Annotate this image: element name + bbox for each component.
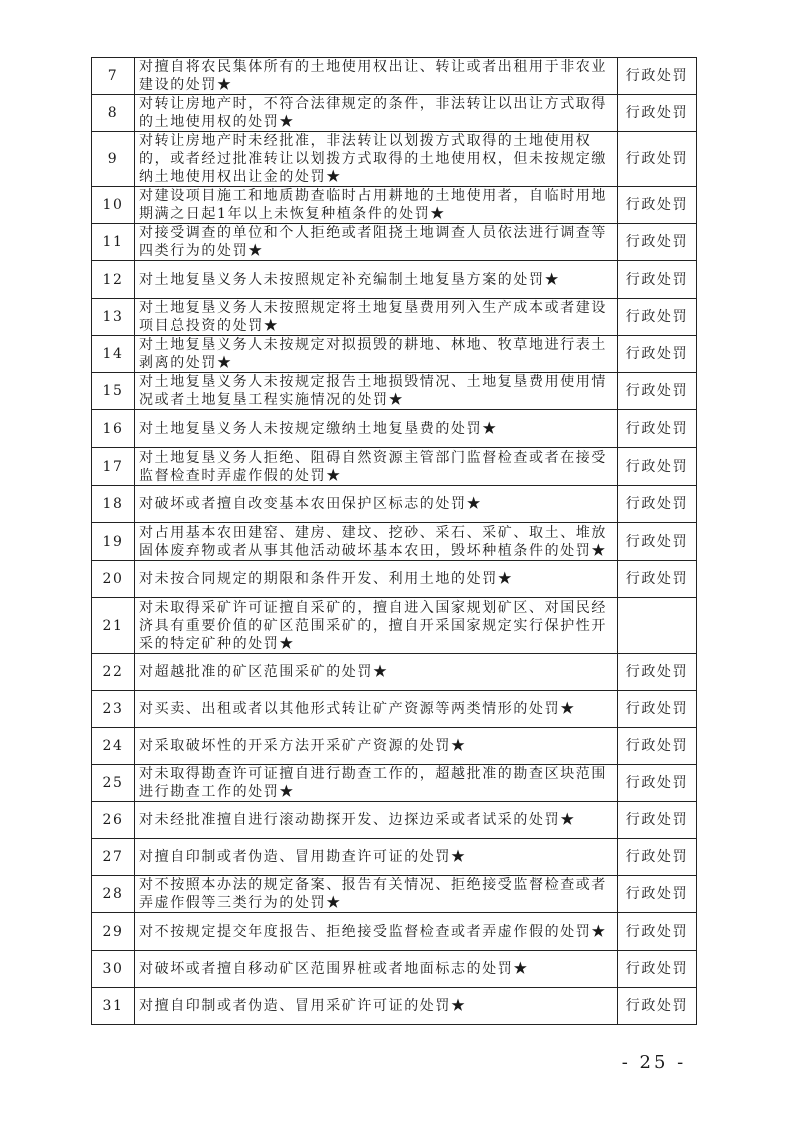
row-number: 12 xyxy=(92,261,135,299)
table-row xyxy=(92,523,697,561)
row-item-text: 对转让房地产时，不符合法律规定的条件，非法转让以出让方式取得的土地使用权的处罚★ xyxy=(135,95,618,132)
row-number: 21 xyxy=(92,598,135,654)
row-category: 行政处罚 xyxy=(618,187,697,224)
row-item-text: 对土地复垦义务人拒绝、阻碍自然资源主管部门监督检查或者在接受监督检查时弄虚作假的处罚★ xyxy=(135,448,618,486)
row-number: 7 xyxy=(92,58,135,95)
row-number: 13 xyxy=(92,299,135,336)
row-category: 行政处罚 xyxy=(618,373,697,410)
row-item-text: 对超越批准的矿区范围采矿的处罚★ xyxy=(135,654,618,691)
table-row xyxy=(92,654,697,691)
penalty-list-table xyxy=(91,57,697,1025)
row-item-text: 对未按合同规定的期限和条件开发、利用土地的处罚★ xyxy=(135,561,618,598)
table-row xyxy=(92,373,697,410)
row-item-text: 对未取得采矿许可证擅自采矿的，擅自进入国家规划矿区、对国民经济具有重要价值的矿区范围采矿的，擅自开采国家规定实行保护性开采的特定矿种的处罚★ xyxy=(135,598,618,654)
table-row xyxy=(92,728,697,765)
page-number: - 25 - xyxy=(621,1052,687,1073)
row-item-text: 对不按规定提交年度报告、拒绝接受监督检查或者弄虚作假的处罚★ xyxy=(135,913,618,951)
row-number: 26 xyxy=(92,802,135,839)
row-item-text: 对擅自印制或者伪造、冒用采矿许可证的处罚★ xyxy=(135,988,618,1025)
row-category: 行政处罚 xyxy=(618,876,697,913)
row-number: 9 xyxy=(92,132,135,187)
table-row xyxy=(92,876,697,913)
row-item-text: 对擅自将农民集体所有的土地使用权出让、转让或者出租用于非农业建设的处罚★ xyxy=(135,58,618,95)
row-category: 行政处罚 xyxy=(618,523,697,561)
table-row xyxy=(92,187,697,224)
row-category: 行政处罚 xyxy=(618,765,697,802)
row-number: 31 xyxy=(92,988,135,1025)
row-item-text: 对不按照本办法的规定备案、报告有关情况、拒绝接受监督检查或者弄虚作假等三类行为的处罚★ xyxy=(135,876,618,913)
row-category: 行政处罚 xyxy=(618,839,697,876)
row-category: 行政处罚 xyxy=(618,913,697,951)
row-item-text: 对土地复垦义务人未按规定对拟损毁的耕地、林地、牧草地进行表土剥离的处罚★ xyxy=(135,336,618,373)
row-category: 行政处罚 xyxy=(618,336,697,373)
row-number: 11 xyxy=(92,224,135,261)
row-item-text: 对破坏或者擅自移动矿区范围界桩或者地面标志的处罚★ xyxy=(135,951,618,988)
table-row xyxy=(92,839,697,876)
row-item-text: 对买卖、出租或者以其他形式转让矿产资源等两类情形的处罚★ xyxy=(135,691,618,728)
row-number: 18 xyxy=(92,486,135,523)
row-item-text: 对土地复垦义务人未按规定报告土地损毁情况、土地复垦费用使用情况或者土地复垦工程实施情况的处罚★ xyxy=(135,373,618,410)
row-category: 行政处罚 xyxy=(618,486,697,523)
row-number: 23 xyxy=(92,691,135,728)
row-item-text: 对占用基本农田建窑、建房、建坟、挖砂、采石、采矿、取土、堆放固体废弃物或者从事其他活动破坏基本农田，毁坏种植条件的处罚★ xyxy=(135,523,618,561)
table-row xyxy=(92,58,697,95)
table-row xyxy=(92,410,697,448)
table-row xyxy=(92,486,697,523)
row-item-text: 对未取得勘查许可证擅自进行勘查工作的，超越批准的勘查区块范围进行勘查工作的处罚★ xyxy=(135,765,618,802)
row-number: 14 xyxy=(92,336,135,373)
row-number: 28 xyxy=(92,876,135,913)
table-row xyxy=(92,691,697,728)
row-category: 行政处罚 xyxy=(618,410,697,448)
row-category: 行政处罚 xyxy=(618,802,697,839)
row-category: 行政处罚 xyxy=(618,95,697,132)
row-number: 8 xyxy=(92,95,135,132)
row-number: 25 xyxy=(92,765,135,802)
row-category: 行政处罚 xyxy=(618,988,697,1025)
row-category: 行政处罚 xyxy=(618,58,697,95)
row-number: 15 xyxy=(92,373,135,410)
row-category: 行政处罚 xyxy=(618,728,697,765)
row-number: 27 xyxy=(92,839,135,876)
row-number: 20 xyxy=(92,561,135,598)
row-number: 30 xyxy=(92,951,135,988)
row-item-text: 对擅自印制或者伪造、冒用勘查许可证的处罚★ xyxy=(135,839,618,876)
row-item-text: 对转让房地产时未经批准，非法转让以划拨方式取得的土地使用权的，或者经过批准转让以划拨方式取得的土地使用权，但未按规定缴纳土地使用权出让金的处罚★ xyxy=(135,132,618,187)
table-row xyxy=(92,598,697,654)
row-number: 19 xyxy=(92,523,135,561)
row-item-text: 对未经批准擅自进行滚动勘探开发、边探边采或者试采的处罚★ xyxy=(135,802,618,839)
table-row xyxy=(92,988,697,1025)
row-number: 17 xyxy=(92,448,135,486)
row-item-text: 对采取破坏性的开采方法开采矿产资源的处罚★ xyxy=(135,728,618,765)
row-item-text: 对接受调查的单位和个人拒绝或者阻挠土地调查人员依法进行调查等四类行为的处罚★ xyxy=(135,224,618,261)
table-row xyxy=(92,448,697,486)
row-category: 行政处罚 xyxy=(618,691,697,728)
row-category: 行政处罚 xyxy=(618,224,697,261)
table-row xyxy=(92,224,697,261)
row-item-text: 对土地复垦义务人未按照规定补充编制土地复垦方案的处罚★ xyxy=(135,261,618,299)
row-item-text: 对土地复垦义务人未按规定缴纳土地复垦费的处罚★ xyxy=(135,410,618,448)
row-number: 10 xyxy=(92,187,135,224)
row-category xyxy=(618,598,697,654)
row-category: 行政处罚 xyxy=(618,299,697,336)
table-row xyxy=(92,802,697,839)
table-row xyxy=(92,913,697,951)
row-number: 29 xyxy=(92,913,135,951)
table-row xyxy=(92,561,697,598)
table-row xyxy=(92,951,697,988)
table-row xyxy=(92,261,697,299)
table-row xyxy=(92,336,697,373)
row-item-text: 对破坏或者擅自改变基本农田保护区标志的处罚★ xyxy=(135,486,618,523)
row-item-text: 对建设项目施工和地质勘查临时占用耕地的土地使用者，自临时用地期满之日起1年以上未恢复种植条件的处罚★ xyxy=(135,187,618,224)
row-number: 24 xyxy=(92,728,135,765)
row-category: 行政处罚 xyxy=(618,561,697,598)
row-category: 行政处罚 xyxy=(618,261,697,299)
row-category: 行政处罚 xyxy=(618,132,697,187)
table-row xyxy=(92,132,697,187)
table-row xyxy=(92,299,697,336)
row-category: 行政处罚 xyxy=(618,448,697,486)
table-row xyxy=(92,95,697,132)
row-category: 行政处罚 xyxy=(618,654,697,691)
row-number: 22 xyxy=(92,654,135,691)
row-category: 行政处罚 xyxy=(618,951,697,988)
penalty-list-body xyxy=(92,58,697,1025)
row-item-text: 对土地复垦义务人未按照规定将土地复垦费用列入生产成本或者建设项目总投资的处罚★ xyxy=(135,299,618,336)
row-number: 16 xyxy=(92,410,135,448)
table-row xyxy=(92,765,697,802)
